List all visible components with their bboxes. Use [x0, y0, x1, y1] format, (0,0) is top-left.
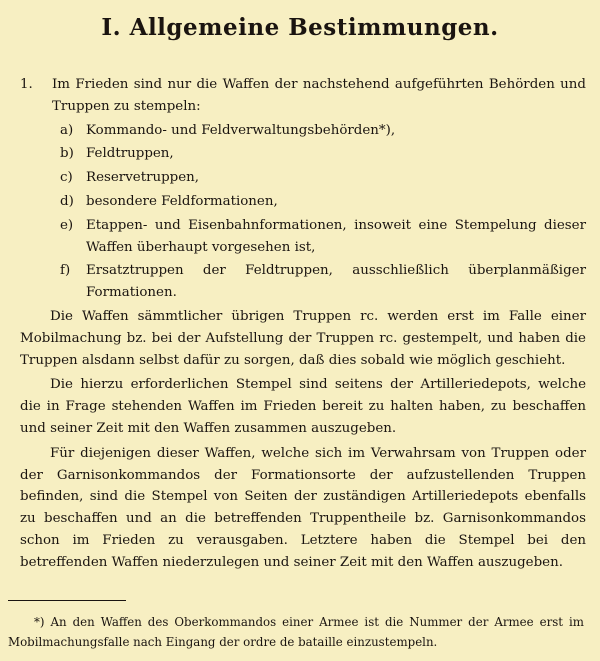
list-item-label: b) [60, 146, 74, 162]
footnote-divider [8, 600, 126, 601]
list-item-text: Reservetruppen, [86, 170, 200, 186]
list-item [60, 120, 586, 142]
body-paragraph: Für diejenigen dieser Waffen, welche sich im Verwahrsam von Truppen oder der Garnisonkommandos der Formationsorte der aufzustellenden Truppen befinden, sind die Stempel von Seiten der zuständigen Artilleriedepots ebenfalls zu beschaffen und an die betreffenden Truppentheile bz. Garnisonkommandos schon im Frieden zu verausgaben. Letztere haben die Stempel bei den betreffenden Waffen niederzulegen und seiner Zeit mit den Waffen auszugeben. [20, 445, 586, 570]
list-item-text: Etappen- und Eisenbahnformationen, insoweit eine Stempelung dieser Waffen überhaupt vorgesehen ist, [86, 217, 586, 255]
footnote: *) An den Waffen des Oberkommandos einer Armee ist die Nummer der Armee erst im Mobilmachungsfalle nach Eingang der ordre de bataille einzustempeln. [8, 615, 584, 649]
body-paragraph: Die Waffen sämmtlicher übrigen Truppen rc. werden erst im Falle einer Mobilmachung bz. bei der Aufstellung der Truppen rc. gestempelt, und haben die Truppen alsdann selbst dafür zu sorgen, daß dies sobald wie möglich geschieht. [20, 308, 586, 368]
list-item [60, 191, 586, 213]
list-item-label: e) [60, 217, 74, 233]
document-body [20, 74, 586, 577]
list-item-label: c) [60, 170, 73, 186]
list-item-text: Kommando- und Feldverwaltungsbehörden*), [86, 122, 396, 138]
list-item [60, 167, 586, 189]
body-paragraph: Die hierzu erforderlichen Stempel sind seitens der Artilleriedepots, welche die in Frage stehenden Waffen im Frieden bereit zu halten haben, zu beschaffen und seiner Zeit mit den Waffen zusammen auszugeben. [20, 377, 586, 436]
list-item [60, 215, 586, 259]
list-item-label: f) [60, 263, 71, 279]
list-item-label: a) [60, 122, 74, 138]
numbered-paragraph [20, 74, 586, 118]
list-item [60, 260, 586, 304]
paragraph-number: 1. [20, 77, 33, 92]
section-heading: I. Allgemeine Bestimmungen. [101, 14, 499, 41]
enumerated-list [60, 120, 586, 304]
list-item-text: Feldtruppen, [86, 146, 174, 162]
list-item-label: d) [60, 193, 74, 209]
list-item-text: Ersatztruppen der Feldtruppen, ausschließlich überplanmäßiger Formationen. [86, 263, 586, 301]
list-item-text: besondere Feldformationen, [86, 193, 278, 209]
list-item [60, 143, 586, 165]
paragraph-intro: Im Frieden sind nur die Waffen der nachstehend aufgeführten Behörden und Truppen zu stempeln: [52, 77, 586, 114]
